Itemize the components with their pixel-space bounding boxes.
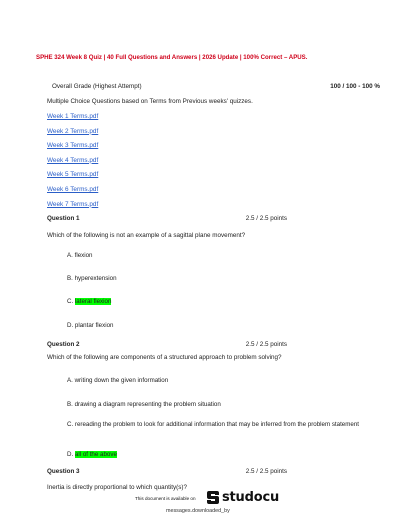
downloaded-by-text: messages.downloaded_by (166, 508, 230, 514)
option-letter: D. (67, 451, 74, 458)
option-text: hyperextension (74, 275, 117, 282)
option-text: flexion (74, 252, 93, 259)
option-letter: D. (67, 322, 74, 329)
question-3-points: 2.5 / 2.5 points (245, 468, 287, 475)
question-3-label: Question 3 (47, 468, 80, 475)
studocu-logo[interactable] (206, 490, 279, 505)
overall-grade-label: Overall Grade (Highest Attempt) (52, 83, 142, 90)
link-week-6-terms[interactable]: Week 6 Terms.pdf (47, 185, 99, 193)
question-2-option-b (67, 400, 367, 410)
link-week-1-terms[interactable]: Week 1 Terms.pdf (47, 113, 99, 120)
question-1-text: Which of the following is not an example of a sagittal plane movement? (47, 232, 246, 239)
link-week-7-terms[interactable]: Week 7 Terms.pdf (47, 200, 99, 208)
question-1-label: Question 1 (47, 215, 80, 222)
link-week-5-terms[interactable]: Week 5 Terms.pdf (47, 171, 99, 179)
question-1-points: 2.5 / 2.5 points (245, 215, 287, 222)
selected-answer-highlight: all of the above (74, 451, 117, 458)
option-text: plantar flexion (74, 322, 114, 329)
overall-grade-value: 100 / 100 - 100 % (330, 83, 380, 90)
studocu-footer (0, 488, 400, 517)
link-week-2-terms[interactable]: Week 2 Terms.pdf (47, 127, 99, 135)
terms-links (47, 112, 98, 214)
question-1-option-a (67, 251, 367, 261)
option-letter: B. (67, 275, 73, 282)
question-1-option-c (67, 297, 367, 307)
option-text: rereading the problem to look for additional information that may be inferred from the problem statement (74, 421, 360, 428)
selected-answer-highlight: lateral flexion (74, 298, 112, 305)
question-3-text: Inertia is directly proportional to which quantity(s)? (47, 484, 187, 491)
option-text: writing down the given information (74, 377, 169, 384)
question-1-header (47, 215, 287, 222)
studocu-wordmark: studocu (222, 490, 280, 505)
option-letter: A. (67, 252, 73, 259)
document-title: SPHE 324 Week 8 Quiz | 40 Full Questions and Answers | 2026 Update | 100% Correct – APUS. (36, 54, 308, 61)
option-letter: A. (67, 377, 73, 384)
available-on-text: This document is available on (135, 496, 196, 501)
question-2-text: Which of the following are components of a structured approach to problem solving? (47, 354, 282, 361)
question-2-header (47, 341, 287, 348)
option-letter: C. (67, 421, 74, 428)
question-2-option-a (67, 376, 367, 386)
question-2-option-d (67, 450, 367, 460)
question-1-option-d (67, 321, 367, 331)
question-3-header (47, 468, 287, 475)
question-2-option-c (67, 420, 367, 430)
question-1-option-b (67, 274, 367, 284)
studocu-icon (206, 490, 220, 505)
option-letter: B. (67, 401, 73, 408)
overall-grade-row (52, 83, 380, 90)
question-2-points: 2.5 / 2.5 points (245, 341, 287, 348)
link-week-4-terms[interactable]: Week 4 Terms.pdf (47, 156, 99, 164)
quiz-intro: Multiple Choice Questions based on Terms from Previous weeks' quizzes. (47, 98, 253, 105)
option-letter: C. (67, 298, 74, 305)
option-text: drawing a diagram representing the problem situation (74, 401, 221, 408)
question-2-label: Question 2 (47, 341, 80, 348)
link-week-3-terms[interactable]: Week 3 Terms.pdf (47, 142, 99, 150)
